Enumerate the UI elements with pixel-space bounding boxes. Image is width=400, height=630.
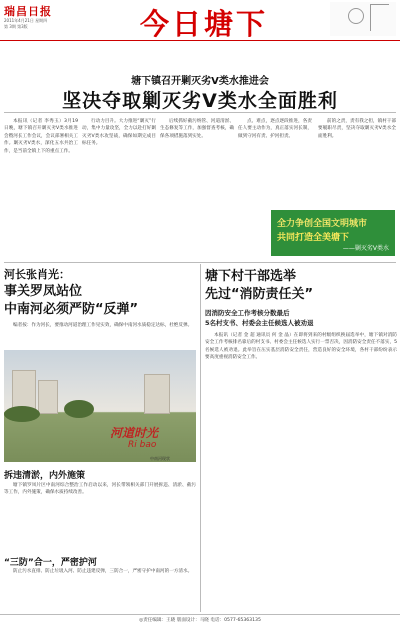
lead-paragraph: 行动力目升。大力推进“剿灭”行动，集中力量攻坚，全力以赴打好剿灭劣Ⅴ类水攻坚战，确保如期完成目标任务。 (82, 119, 156, 147)
left-section-1-text: 塘下镇罗凤片区中南河综合整治工作启动以来，河长带领相关部门开展拆违、清淤、截污等工作，内外施策，确保水质持续改善。 (4, 483, 196, 496)
banner-line-3: ——剿灭劣Ⅴ类水 (342, 245, 389, 252)
page-footer: ◎责任编辑：王晓 版面设计：马晓 电话：0577-65363135 (0, 614, 400, 623)
lead-column-5 (318, 118, 396, 206)
left-subhead-1: 拆违清淤，内外施策 (4, 471, 86, 481)
right-story-headline (205, 268, 397, 304)
masthead-decoration (330, 2, 396, 36)
lead-paragraph: 前的之责，责有我之担，镇村干部要履职尽责，坚决夺取剿灭劣Ⅴ类水全面胜利。 (318, 119, 396, 139)
lead-paragraph: 后续抓好截污纳管、河道清淤、生态修复等工作，加强督查考核，确保各项措施落到实处。 (160, 119, 234, 139)
right-story-subhead (205, 308, 397, 328)
paper-name: 瑞昌日报 (4, 5, 52, 18)
left-story-intro (4, 322, 196, 348)
banner-line-1: 全力争创全国文明城市 (277, 219, 368, 229)
photo-caption-sub: Ri bao (128, 440, 157, 450)
divider (4, 112, 396, 113)
right-story-subhead-text: 因消防安全工作考核分数最后 5名村支书、村委会主任候选人被劝退 (205, 309, 314, 327)
lead-column-1 (4, 118, 78, 260)
right-story-body (205, 332, 397, 610)
left-story-headline (4, 283, 194, 319)
lead-column-4 (238, 118, 312, 206)
left-section-1 (4, 482, 196, 552)
left-story-headline-text: 事关罗凤站位 中南河必须严防“反弹” (4, 284, 139, 317)
photo-building (144, 374, 170, 414)
left-story-kicker: 河长张肖光： (4, 268, 70, 281)
river-photo (4, 350, 196, 462)
photo-building (38, 380, 58, 414)
masthead (0, 0, 400, 41)
lead-paragraph: 点、难点，逐点逐段推进，各责任人要主动作为，真正落实河长制，做到守河有责、护河担责。 (238, 119, 312, 139)
lead-column-2 (82, 118, 156, 260)
column-divider (200, 264, 201, 612)
decoration-circle (348, 8, 364, 24)
photo-caption-tag: 河道时光 (110, 426, 159, 440)
right-story-text: 本报讯（记者 金 超 通讯员 何 金 晶）在即将到来的村级组织换届选举中，塘下镇对消防安全工作考核排名靠后的村支书、村委会主任候选人实行一票否决，因消防安全责任不落实，5名候选人被劝退。此举旨在压实基层消防安全责任，营造良好的安全环境，各村干部纷纷表示要高度重视消防安全工作。 (205, 333, 397, 361)
lead-headline: 坚决夺取剿灭劣Ⅴ类水全面胜利 (62, 90, 338, 112)
civilization-banner (271, 210, 395, 256)
photo-tree (64, 400, 94, 418)
banner-line-2: 共同打造全美塘下 (277, 233, 350, 243)
photo-tree (4, 406, 40, 422)
lead-column-3 (160, 118, 234, 260)
left-subhead-2: “三防”合一，严密护河 (4, 558, 97, 568)
left-section-2 (4, 568, 196, 610)
edition-title: 今日塘下 (140, 7, 269, 41)
lead-kicker: 塘下镇召开剿灭劣Ⅴ类水推进会 (131, 76, 269, 87)
left-section-2-text: 防止污水直排、防止垃圾入河、防止违建反弹，三防合一，严密守护中南河的一方清水。 (13, 569, 193, 574)
photo-credit: 中南河现状 (150, 456, 170, 461)
left-story-intro-text: 编者按：作为河长，要推动河道治理工作见实效，确保中南河水质稳定达标，杜绝反弹。 (13, 323, 193, 328)
lead-paragraph: 本报讯（记者 李秀玉）3月19日晚，塘下镇召开剿灭劣Ⅴ类水推进会暨河长工作会议，会议部署相关工作。剿灭劣Ⅴ类水，深化五水共治工作，是当前全镇上下的重点工作。 (4, 119, 78, 154)
divider (4, 262, 396, 263)
issue-info: 2011年4月21日 星期四 第 3期 第3版 (4, 18, 48, 29)
decoration-lines (370, 4, 389, 31)
right-story-headline-text: 塘下村干部选举 先过“消防责任关” (205, 269, 314, 302)
